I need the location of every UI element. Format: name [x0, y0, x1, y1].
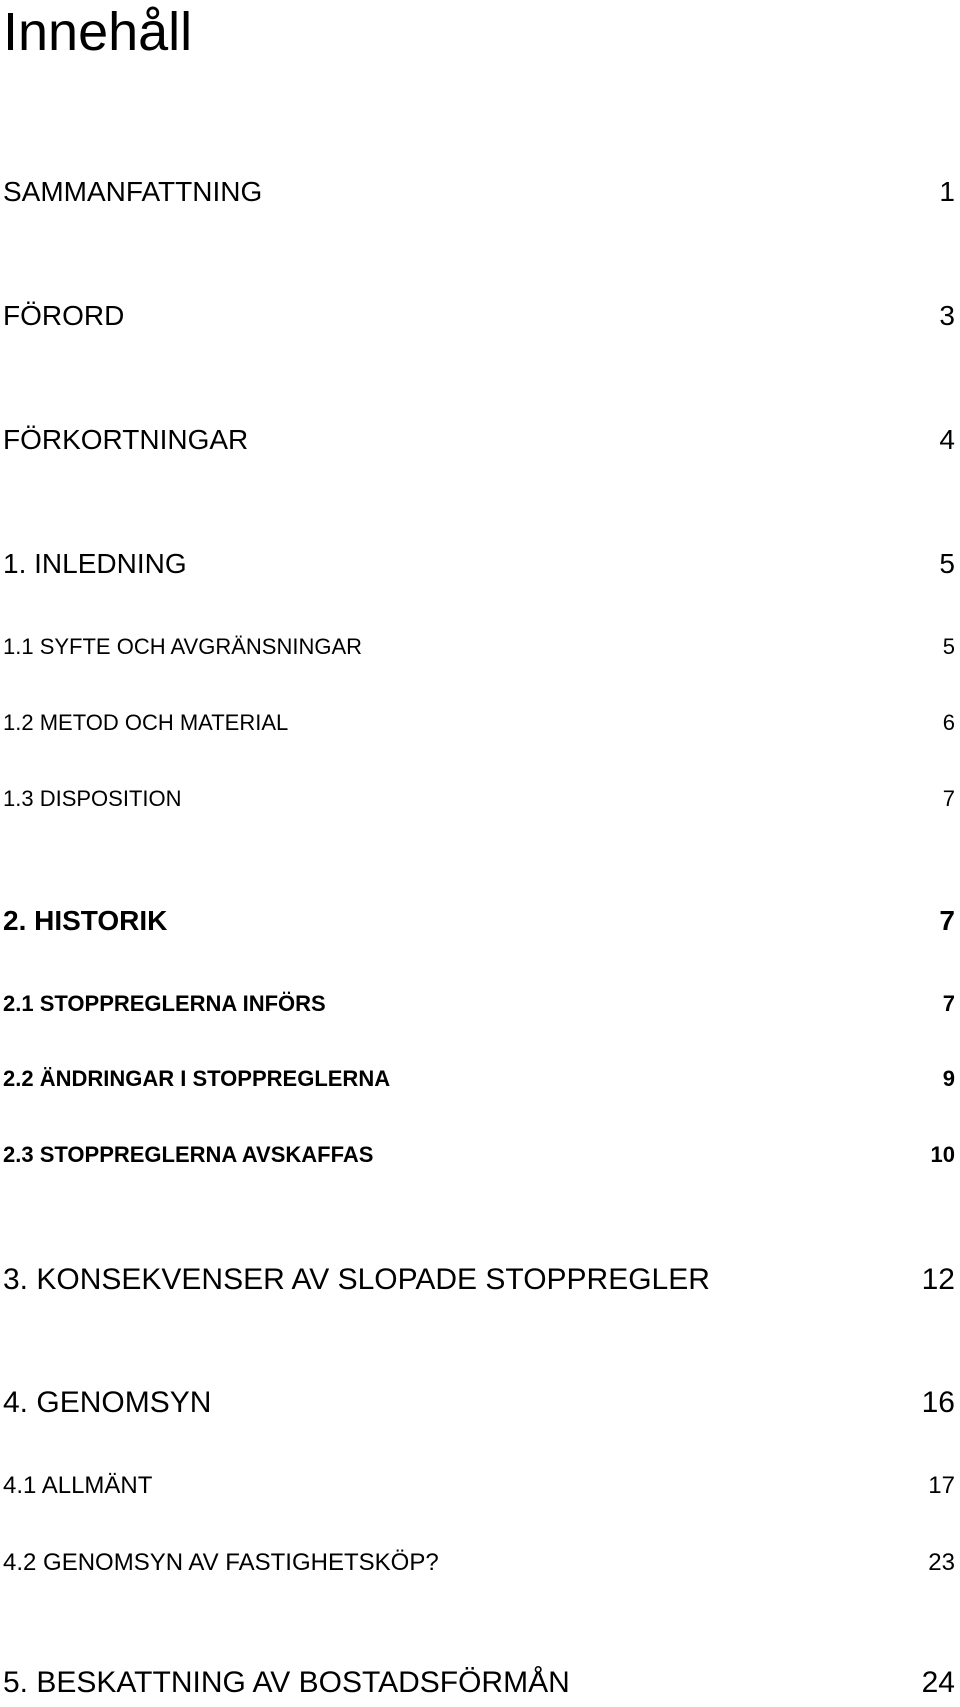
toc-entry-page: 3 — [939, 300, 955, 331]
toc-entry-page: 1 — [939, 176, 955, 207]
toc-entry-label: 5. BESKATTNING AV BOSTADSFÖRMÅN — [3, 1666, 570, 1699]
toc-entry-inledning[interactable] — [0, 548, 960, 588]
toc-entry-metod[interactable] — [0, 706, 960, 746]
toc-entry-page: 4 — [939, 424, 955, 455]
toc-entry-page: 16 — [921, 1386, 955, 1419]
toc-entry-label: FÖRORD — [3, 300, 125, 331]
toc-entry-page: 7 — [942, 786, 955, 811]
toc-entry-syfte[interactable] — [0, 630, 960, 670]
toc-entry-page: 17 — [928, 1472, 955, 1499]
toc-entry-page: 24 — [921, 1666, 955, 1699]
toc-entry-page: 10 — [930, 1142, 955, 1167]
toc-entry-label: 1.2 METOD OCH MATERIAL — [3, 710, 289, 735]
toc-entry-disposition[interactable] — [0, 782, 960, 822]
toc-entry-page: 5 — [939, 548, 955, 579]
toc-entry-label: FÖRKORTNINGAR — [3, 424, 249, 455]
toc-entry-label: 4.2 GENOMSYN AV FASTIGHETSKÖP? — [3, 1549, 439, 1576]
toc-entry-label: 1.3 DISPOSITION — [3, 786, 182, 811]
toc-entry-sammanfattning[interactable] — [0, 176, 960, 216]
toc-entry-label: 1.1 SYFTE OCH AVGRÄNSNINGAR — [3, 634, 363, 659]
page-title: Innehåll — [3, 2, 193, 62]
toc-entry-page: 5 — [942, 634, 955, 659]
toc-entry-label: 4. GENOMSYN — [3, 1386, 212, 1419]
toc-entry-beskattning[interactable] — [0, 1667, 960, 1707]
toc-entry-page: 7 — [939, 905, 955, 936]
toc-entry-label: 2. HISTORIK — [3, 905, 168, 936]
toc-entry-label: 2.1 STOPPREGLERNA INFÖRS — [3, 991, 326, 1016]
toc-entry-label: 4.1 ALLMÄNT — [3, 1472, 153, 1499]
toc-entry-page: 9 — [942, 1066, 955, 1091]
toc-entry-stoppreglerna-infors[interactable] — [0, 987, 960, 1027]
toc-entry-genomsyn[interactable] — [0, 1387, 960, 1427]
toc-entry-page: 7 — [942, 991, 955, 1016]
toc-entry-genomsyn-fastighetskop[interactable] — [0, 1546, 960, 1586]
toc-entry-label: 1. INLEDNING — [3, 548, 187, 579]
toc-entry-andringar[interactable] — [0, 1062, 960, 1102]
toc-entry-label: 2.2 ÄNDRINGAR I STOPPREGLERNA — [3, 1066, 391, 1091]
toc-entry-label: SAMMANFATTNING — [3, 176, 263, 207]
toc-entry-page: 23 — [928, 1549, 955, 1576]
toc-entry-label: 3. KONSEKVENSER AV SLOPADE STOPPREGLER — [3, 1263, 710, 1296]
toc-entry-konsekvenser[interactable] — [0, 1264, 960, 1304]
toc-entry-label: 2.3 STOPPREGLERNA AVSKAFFAS — [3, 1142, 374, 1167]
toc-entry-page: 12 — [921, 1263, 955, 1296]
toc-entry-page: 6 — [942, 710, 955, 735]
toc-entry-forkortningar[interactable] — [0, 424, 960, 464]
toc-entry-forord[interactable] — [0, 300, 960, 340]
toc-entry-avskaffas[interactable] — [0, 1138, 960, 1178]
toc-entry-historik[interactable] — [0, 905, 960, 945]
toc-entry-allmant[interactable] — [0, 1469, 960, 1509]
